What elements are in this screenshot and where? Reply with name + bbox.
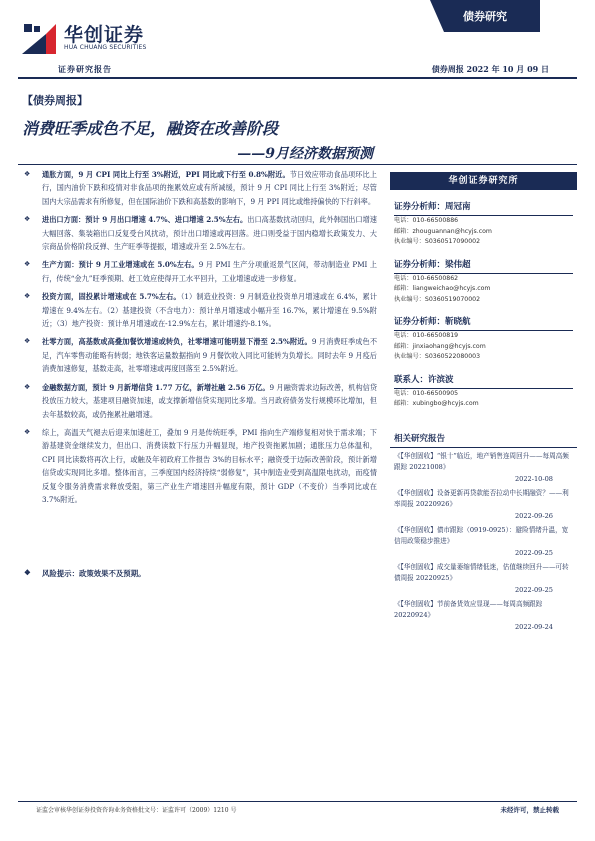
related-report[interactable] — [390, 596, 577, 633]
analyst-name: 证券分析师：靳晓航 — [394, 315, 573, 331]
analyst-name: 证券分析师：梁伟超 — [394, 258, 573, 274]
analyst-license: 执业编号：S0360522080003 — [394, 353, 481, 360]
risk-warning — [22, 568, 377, 579]
doc-tag: 【债券周报】 — [22, 94, 88, 107]
related-report-title[interactable]: 《【华创固收】节前备货效应显现——每周高频跟踪 20220924》 — [394, 599, 543, 619]
contact-email[interactable]: 邮箱：xubingbo@hcyjs.com — [394, 400, 479, 407]
related-report-date: 2022-09-25 — [514, 548, 553, 557]
doc-subtitle: ——9月经济数据预测 — [237, 146, 373, 162]
diamond-bullet-icon: ❖ — [24, 215, 31, 224]
related-report[interactable] — [390, 448, 577, 485]
related-report-title[interactable]: 《【华创固收】债市跟踪（0919-0925）：避险情绪升温，宽信用政策稳步推进》 — [394, 525, 569, 545]
related-report[interactable] — [390, 522, 577, 559]
main-content — [22, 168, 377, 511]
paragraph-lead: 通胀方面，9 月 CPI 同比上行至 3%附近，PPI 同比或下行至 0.8%附近。 — [42, 170, 290, 179]
sidebar-banner: 华创证券研究所 — [390, 172, 577, 190]
paragraph-body: 综上，高温天气褪去后迎来加速赶工，叠加 9 月是传统旺季，PMI 指向生产端修复相对快于需求端；下游基建资金继续发力，但出口、消费读数下行压力升幅显现，地产投资拖累加剧；通胀压力总体温和，CPI 同比读数将再次上行，或触及年初政府工作报告 3%的目标水平；融资受于边际改善阶段，预计新增信贷或实现同比多增。整体而言，三季度国内经济持续“弱修复”，其中制造业受到高温限电扰动，而疫情反复令服务消费需求释放受阻，第三产业生产增速回升幅度有限，预计 GDP（不变价）当季同比或在 3.7%附近。 — [42, 427, 377, 504]
paragraph-finance — [22, 381, 377, 421]
footer-divider — [18, 801, 577, 802]
paragraph-production — [22, 258, 377, 285]
diamond-bullet-icon: ❖ — [24, 260, 31, 269]
paragraph-body: 9 月融资需求边际改善，机构信贷投放压力较大，基建项目融资加速，或支撑新增信贷实现同比多增。当月政府债务发行规模环比增加，但去年基数较高，或仍拖累社融增速。 — [42, 382, 378, 419]
analyst-name: 证券分析师：周冠南 — [394, 200, 573, 216]
contact-phone: 电话：010-66500905 — [394, 389, 459, 397]
analyst-email[interactable]: 邮箱：liangweichao@hcyjs.com — [394, 285, 491, 292]
diamond-bullet-icon: ❖ — [24, 337, 31, 346]
related-report-date: 2022-09-25 — [514, 585, 553, 594]
paragraph-summary — [22, 426, 377, 506]
logo-text-en: HUA CHUANG SECURITIES — [64, 44, 147, 51]
paragraph-retail — [22, 335, 377, 375]
logo-text-cn: 华创证券 — [64, 24, 145, 46]
report-type: 证券研究报告 — [58, 64, 112, 74]
related-report[interactable] — [390, 559, 577, 596]
paragraph-investment — [22, 290, 377, 330]
related-report-title[interactable]: 《【华创固收】设备更新再贷款能否拉动中长期融资？——利率周报 20220926》 — [394, 488, 569, 508]
paragraph-lead: 金融数据方面，预计 9 月新增信贷 1.77 万亿，新增社融 2.56 万亿。 — [42, 382, 270, 392]
category-label: 债券研究 — [463, 10, 507, 23]
paragraph-trade — [22, 213, 377, 253]
diamond-bullet-icon: ❖ — [24, 568, 31, 577]
contact-card — [390, 373, 577, 410]
title-divider — [18, 164, 577, 165]
related-report[interactable] — [390, 485, 577, 522]
analyst-phone: 电话：010-66500819 — [394, 332, 459, 339]
paragraph-lead: 社零方面，高基数或高叠加餐饮增速或转负，社零增速可能明显下滑至 2.5%附近。 — [42, 337, 312, 347]
header-divider — [18, 77, 577, 79]
footer-license-note: 证监会审核华创证券投资咨询业务资格批文号：证监许可（2009）1210 号 — [36, 807, 237, 814]
paragraph-lead: 进出口方面：预计 9 月出口增速 4.7%、进口增速 2.5%左右。 — [42, 215, 248, 225]
diamond-bullet-icon: ❖ — [24, 292, 31, 301]
analyst-card — [390, 258, 577, 306]
analyst-card — [390, 200, 577, 248]
related-report-date: 2022-09-24 — [514, 622, 553, 631]
paragraph-lead: 投资方面，固投累计增速或在 5.7%左右。 — [42, 292, 181, 302]
paragraph-body: 9 月消费旺季成色不足，汽车零售动能略有转弱；地铁客运量数据指向 9 月餐饮收入同比可能转为负增长。同时去年 9 月疫后消费加速修复，基数走高，社零增速或再度回落至 2.5%附近。 — [42, 337, 378, 374]
risk-text: 风险提示：政策效果不及预期。 — [42, 569, 146, 578]
paragraph-lead: 生产方面：预计 9 月工业增速或在 5.0%左右。 — [42, 260, 199, 270]
analyst-card — [390, 315, 577, 363]
analyst-license: 执业编号：S0360519070002 — [394, 295, 481, 303]
paragraph-body: 出口高基数扰动回归，此外韩国出口增速大幅回落、集装箱出口反复受台风扰动，预计出口增速或再回落。进口则受益于国内稳增长政策发力、大宗商品价格阶段反弹、生产旺季等提振，增速或升至 2.5%左右。 — [42, 215, 377, 252]
analyst-phone: 电话：010-66500886 — [394, 217, 459, 224]
paragraph-body: （1）制造业投资：9 月制造业投资单月增速或在 6.4%，累计增速在 9.4%左右。（2）基建投资（不含电力）：预计单月增速或小幅升至 16.7%，累计增速在 9.5%附近；（3）地产投资：预计单月增速或在-12.9%左右，累计增速约-8.1%。 — [42, 292, 377, 329]
paragraph-body: 节日效应带动食品项环比上行，国内油价下跌和疫情对非食品项的拖累效应或有所减缓，预计 9 月 CPI 同比上行至 3%附近；尽管国内大宗品需求有所修复，但在国际油价下跌和高基数的影响下，9 月 PPI 同比或维持偏快的下行斜率。 — [42, 170, 377, 206]
related-report-title[interactable]: 《【华创固收】成交量萎缩情绪低迷，估值继续回升——可转债周报 20220925》 — [394, 562, 569, 582]
footer-copyright: 未经许可，禁止转载 — [500, 806, 559, 814]
related-research-title: 相关研究报告 — [390, 432, 577, 448]
category-tab — [430, 0, 540, 32]
diamond-bullet-icon: ❖ — [24, 427, 31, 436]
doc-title: 消费旺季成色不足，融资在改善阶段 — [22, 119, 279, 138]
analyst-email[interactable]: 邮箱：jinxiaohang@hcyjs.com — [394, 342, 486, 350]
company-logo — [20, 18, 150, 58]
contact-name: 联系人：许滨波 — [394, 373, 573, 389]
sidebar — [390, 168, 577, 633]
analyst-email[interactable]: 邮箱：zhouguannan@hcyjs.com — [394, 227, 492, 235]
related-report-title[interactable]: 《【华创固收】“银十”临近，地产销售连周回升——每周高频跟踪 20221008》 — [394, 451, 569, 471]
paragraph-inflation — [22, 168, 377, 208]
analyst-license: 执业编号：S0360517090002 — [394, 238, 481, 245]
report-series-date: 债券周报 2022 年 10 月 09 日 — [431, 64, 549, 74]
diamond-bullet-icon: ❖ — [24, 170, 31, 178]
paragraph-body: 9 月 PMI 生产分项重返景气区间，带动制造业 PMI 上行，传统“金九”旺季预期、赶工效应使得开工水平回升，工业增速或进一步修复。 — [42, 260, 377, 283]
related-report-date: 2022-09-26 — [514, 511, 553, 520]
analyst-phone: 电话：010-66500862 — [394, 274, 459, 282]
related-report-date: 2022-10-08 — [514, 474, 553, 483]
diamond-bullet-icon: ❖ — [24, 382, 31, 391]
logo-mark-icon — [20, 20, 58, 56]
